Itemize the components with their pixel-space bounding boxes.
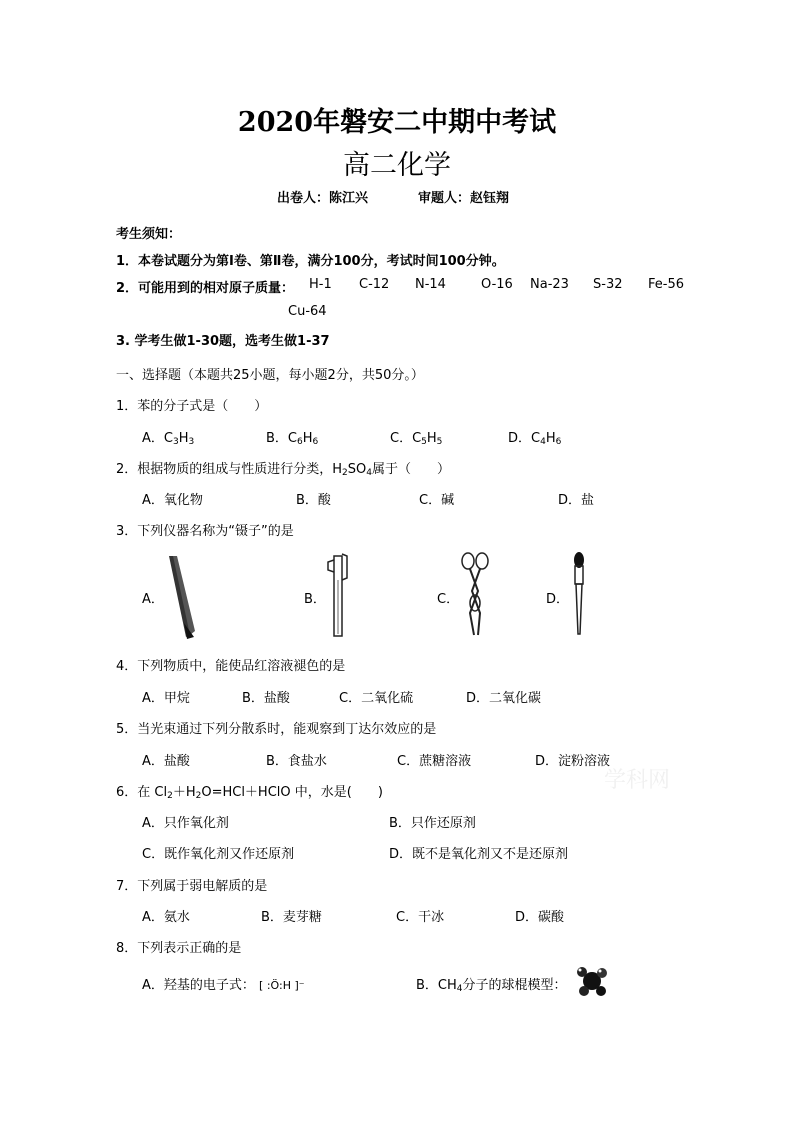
tweezers-icon xyxy=(160,553,205,641)
q1-option-d: D．$C_4H_6$ xyxy=(508,431,562,447)
q2-option-c: C．碱 xyxy=(419,493,455,508)
notice-item-3: 3. 学考生做1-30题，选考生做1-37 xyxy=(116,334,330,349)
q1-option-c: C．$C_5H_5$ xyxy=(390,431,443,447)
q6-option-d: D．既不是氧化剂又不是还原剂 xyxy=(389,847,569,862)
q7-option-c: C．干冰 xyxy=(396,910,445,925)
mass-n: N-14 xyxy=(415,277,446,292)
q5-option-b: B．食盐水 xyxy=(266,754,327,769)
q3-stem: 3．下列仪器名称为“镊子”的是 xyxy=(116,524,294,539)
notice-heading: 考生须知： xyxy=(116,227,182,242)
q2-option-b: B．酸 xyxy=(296,493,331,508)
q3-option-d: D． xyxy=(546,592,570,607)
q1-option-a: A．$C_3H_3$ xyxy=(142,431,195,447)
q5-option-a: A．盐酸 xyxy=(142,754,190,769)
mass-h: H-1 xyxy=(309,277,332,292)
mass-o: O-16 xyxy=(481,277,513,292)
author: 出卷人：陈江兴 xyxy=(277,191,369,206)
q3-option-c: C． xyxy=(437,592,460,607)
q5-option-c: C．蔗糖溶液 xyxy=(397,754,472,769)
q2-option-a: A．氧化物 xyxy=(142,493,203,508)
mass-fe: Fe-56 xyxy=(648,277,684,292)
q3-option-b: B． xyxy=(304,592,326,607)
q4-stem: 4．下列物质中，能使品红溶液褪色的是 xyxy=(116,659,346,674)
hydroxyl-electron-formula: [ :Ö:H ]⁻ xyxy=(259,979,305,992)
mass-c: C-12 xyxy=(359,277,390,292)
q7-stem: 7．下列属于弱电解质的是 xyxy=(116,879,268,894)
exam-title: 2020年磐安二中期中考试 xyxy=(237,107,557,138)
q6-option-c: C．既作氧化剂又作还原剂 xyxy=(142,847,295,862)
dropper-icon xyxy=(568,550,590,638)
q5-option-d: D．淀粉溶液 xyxy=(535,754,611,769)
notice-item-2: 2．可能用到的相对原子质量： xyxy=(116,281,295,296)
q4-option-b: B．盐酸 xyxy=(242,691,290,706)
ball-stick-model-icon xyxy=(574,964,610,998)
reviewer: 审题人：赵钰翔 xyxy=(418,191,510,206)
q4-option-d: D．二氧化碳 xyxy=(466,691,542,706)
q5-stem: 5．当光束通过下列分散系时，能观察到丁达尔效应的是 xyxy=(116,722,437,737)
q2-stem: 2．根据物质的组成与性质进行分类，$H_2SO_4$属于（ ） xyxy=(116,462,451,478)
q4-option-c: C．二氧化硫 xyxy=(339,691,414,706)
q8-stem: 8．下列表示正确的是 xyxy=(116,941,242,956)
mass-na: Na-23 xyxy=(530,277,569,292)
q7-option-d: D．碳酸 xyxy=(515,910,565,925)
test-tube-clamp-icon xyxy=(323,550,351,638)
q6-stem: 6．在 $Cl_2+H_2O=HCl+HClO$ 中，水是( ) xyxy=(116,785,383,801)
q6-option-a: A．只作氧化剂 xyxy=(142,816,229,831)
q8-option-b: B．$CH_4$分子的球棍模型： xyxy=(416,978,567,994)
section-heading: 一、选择题（本题共25小题，每小题2分，共50分。） xyxy=(116,368,424,383)
mass-s: S-32 xyxy=(593,277,623,292)
q2-option-d: D．盐 xyxy=(558,493,595,508)
q3-option-a: A． xyxy=(142,592,164,607)
mass-cu: Cu-64 xyxy=(288,304,327,319)
q4-option-a: A．甲烷 xyxy=(142,691,190,706)
q1-option-b: B．$C_6H_6$ xyxy=(266,431,319,447)
crucible-tongs-icon xyxy=(458,551,494,639)
notice-item-1: 1．本卷试题分为第Ⅰ卷、第Ⅱ卷，满分100分，考试时间100分钟。 xyxy=(116,254,505,269)
q7-option-b: B．麦芽糖 xyxy=(261,910,322,925)
watermark: 学科网 xyxy=(604,768,671,793)
q6-option-b: B．只作还原剂 xyxy=(389,816,476,831)
exam-subject: 高二化学 xyxy=(343,150,451,181)
q1-stem: 1．苯的分子式是（ ） xyxy=(116,399,268,414)
q8-option-a: A．羟基的电子式： [ :Ö:H ]⁻ xyxy=(142,978,305,993)
q7-option-a: A．氨水 xyxy=(142,910,190,925)
